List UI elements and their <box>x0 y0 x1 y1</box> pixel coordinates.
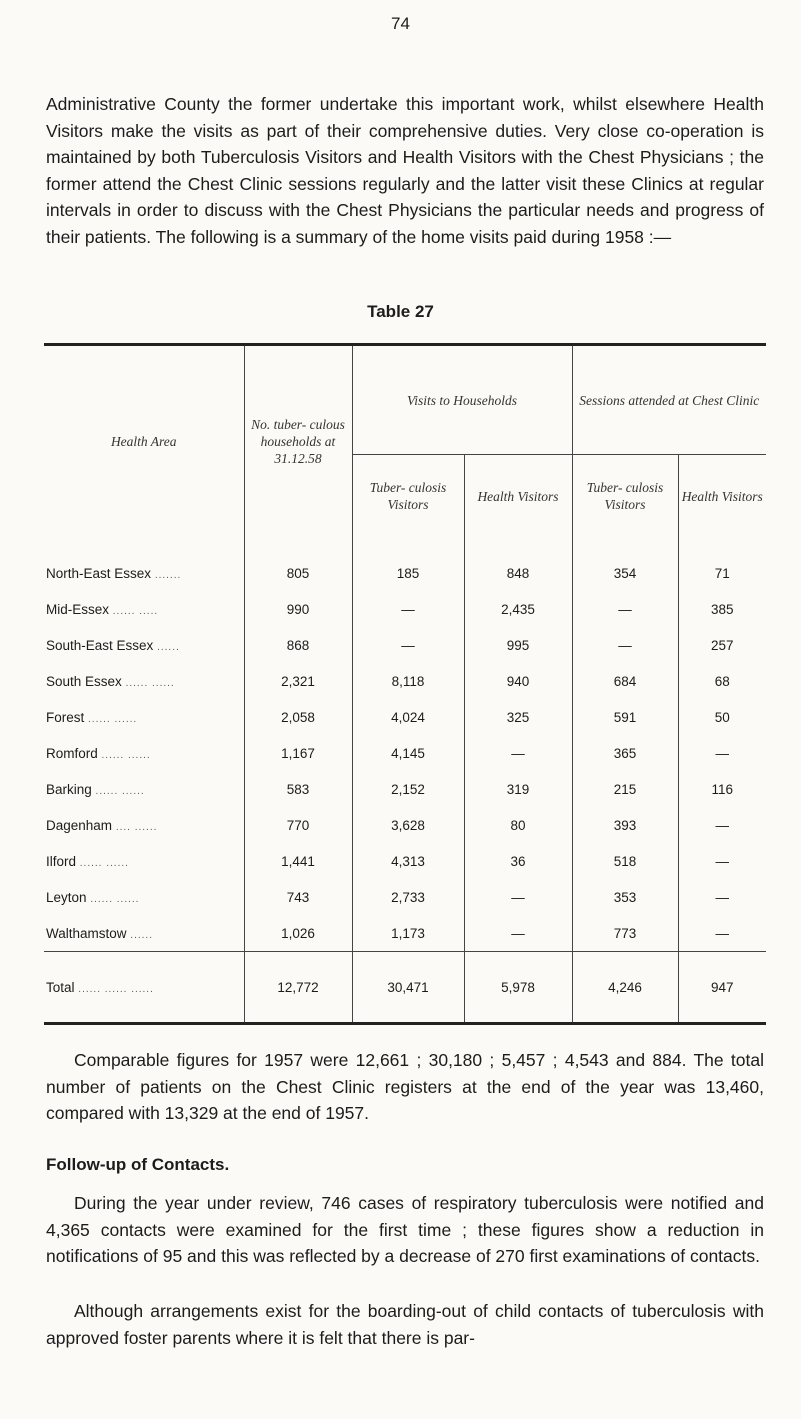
total-row: Total ...... ...... ...... 12,772 30,471 5,978 4,246 947 <box>44 952 766 1024</box>
row-households: 1,026 <box>244 915 352 952</box>
row-sessions-hv: — <box>678 843 766 879</box>
row-area: Walthamstow <box>46 925 127 941</box>
row-households: 990 <box>244 591 352 627</box>
row-sessions-hv: — <box>678 735 766 771</box>
header-sessions-tb: Tuber- culosis Visitors <box>572 455 678 538</box>
total-sessions-hv: 947 <box>678 952 766 1024</box>
row-area: Ilford <box>46 853 77 869</box>
row-households: 1,167 <box>244 735 352 771</box>
row-area: Forest <box>46 709 85 725</box>
row-area: South-East Essex <box>46 637 154 653</box>
header-visits-group: Visits to Households <box>352 345 572 455</box>
row-visits-hv: — <box>464 735 572 771</box>
comparison-paragraph: Comparable figures for 1957 were 12,661 ; 30,180 ; 5,457 ; 4,543 and 884. The total number of patients on the Chest Clinic registers at the end of the year was 13,460, compared with 13,329 at the end of 1957. <box>46 1050 764 1123</box>
row-sessions-tb: 215 <box>572 771 678 807</box>
row-area: South Essex <box>46 673 122 689</box>
table-row: South-East Essex ...... 868 — 995 — 257 <box>44 627 766 663</box>
section-heading: Follow-up of Contacts. <box>46 1155 230 1174</box>
row-sessions-tb: 773 <box>572 915 678 952</box>
table-row: Dagenham .... ...... 770 3,628 80 393 — <box>44 807 766 843</box>
row-visits-hv: 80 <box>464 807 572 843</box>
row-visits-tb: 2,733 <box>352 879 464 915</box>
row-sessions-hv: 257 <box>678 627 766 663</box>
row-visits-tb: — <box>352 591 464 627</box>
row-households: 805 <box>244 537 352 591</box>
followup-paragraph-1: During the year under review, 746 cases of respiratory tuberculosis were notified and 4,365 contacts were examined for the first time ; these figures show a reduction in notifications of 95 and this was reflected by a decrease of 270 first examinations of contacts. <box>46 1193 764 1266</box>
row-visits-hv: 319 <box>464 771 572 807</box>
row-sessions-tb: 518 <box>572 843 678 879</box>
table-container <box>44 343 766 1025</box>
row-area: Romford <box>46 745 98 761</box>
row-visits-hv: — <box>464 915 572 952</box>
header-visits-tb: Tuber- culosis Visitors <box>352 455 464 538</box>
row-visits-tb: 8,118 <box>352 663 464 699</box>
row-sessions-tb: 365 <box>572 735 678 771</box>
header-visits-hv: Health Visitors <box>464 455 572 538</box>
row-households: 2,058 <box>244 699 352 735</box>
row-visits-hv: 2,435 <box>464 591 572 627</box>
row-sessions-tb: 353 <box>572 879 678 915</box>
header-health-area: Health Area <box>110 434 177 449</box>
page-number: 74 <box>391 14 410 33</box>
row-visits-hv: 325 <box>464 699 572 735</box>
table-row: Ilford ...... ...... 1,441 4,313 36 518 — <box>44 843 766 879</box>
row-area: Dagenham <box>46 817 113 833</box>
row-visits-hv: 36 <box>464 843 572 879</box>
row-area: North-East Essex <box>46 565 152 581</box>
total-visits-tb: 30,471 <box>352 952 464 1024</box>
followup-paragraph-2: Although arrangements exist for the boarding-out of child contacts of tuberculosis with approved foster parents where it is felt that there is par- <box>46 1301 764 1348</box>
table-row: Walthamstow ...... 1,026 1,173 — 773 — <box>44 915 766 952</box>
header-sessions-hv: Health Visitors <box>678 455 766 538</box>
row-households: 583 <box>244 771 352 807</box>
header-households: No. tuber- culous households at 31.12.58 <box>244 345 352 538</box>
row-sessions-tb: — <box>572 591 678 627</box>
row-sessions-hv: — <box>678 807 766 843</box>
row-sessions-hv: — <box>678 915 766 952</box>
table-row: North-East Essex ....... 805 185 848 354 71 <box>44 537 766 591</box>
row-sessions-tb: — <box>572 627 678 663</box>
table-row: Romford ...... ...... 1,167 4,145 — 365 — <box>44 735 766 771</box>
row-sessions-hv: 385 <box>678 591 766 627</box>
row-households: 1,441 <box>244 843 352 879</box>
row-visits-tb: 4,145 <box>352 735 464 771</box>
row-visits-tb: 2,152 <box>352 771 464 807</box>
row-visits-hv: — <box>464 879 572 915</box>
row-households: 770 <box>244 807 352 843</box>
header-sessions-group: Sessions attended at Chest Clinic <box>572 345 766 455</box>
row-sessions-hv: 71 <box>678 537 766 591</box>
row-visits-hv: 940 <box>464 663 572 699</box>
row-visits-tb: 185 <box>352 537 464 591</box>
table-row: Leyton ...... ...... 743 2,733 — 353 — <box>44 879 766 915</box>
row-visits-hv: 995 <box>464 627 572 663</box>
row-sessions-hv: 116 <box>678 771 766 807</box>
table-row: Barking ...... ...... 583 2,152 319 215 116 <box>44 771 766 807</box>
row-visits-tb: 4,313 <box>352 843 464 879</box>
row-households: 868 <box>244 627 352 663</box>
row-visits-tb: — <box>352 627 464 663</box>
total-label: Total <box>46 979 75 995</box>
total-households: 12,772 <box>244 952 352 1024</box>
table-row: South Essex ...... ...... 2,321 8,118 940 684 68 <box>44 663 766 699</box>
row-area: Leyton <box>46 889 87 905</box>
row-sessions-hv: 50 <box>678 699 766 735</box>
row-visits-tb: 1,173 <box>352 915 464 952</box>
row-area: Mid-Essex <box>46 601 110 617</box>
home-visits-table <box>44 343 766 1025</box>
intro-paragraph: Administrative County the former undertake this important work, whilst elsewhere Health Visitors make the visits as part of their comprehensive duties. Very close co-operation is maintained by both Tuberculosis Visitors and Health Visitors with the Chest Physicians ; the former attend the Chest Clinic sessions regularly and the latter visit these Clinics at regular intervals in order to discuss with the Chest Physicians the particular needs and progress of their patients. The following is a summary of the home visits paid during 1958 :— <box>46 94 764 247</box>
row-sessions-hv: — <box>678 879 766 915</box>
row-visits-tb: 4,024 <box>352 699 464 735</box>
row-sessions-hv: 68 <box>678 663 766 699</box>
table-row: Forest ...... ...... 2,058 4,024 325 591 50 <box>44 699 766 735</box>
total-visits-hv: 5,978 <box>464 952 572 1024</box>
table-title: Table 27 <box>367 302 434 321</box>
row-households: 2,321 <box>244 663 352 699</box>
total-sessions-tb: 4,246 <box>572 952 678 1024</box>
table-row: Mid-Essex ...... ..... 990 — 2,435 — 385 <box>44 591 766 627</box>
row-sessions-tb: 354 <box>572 537 678 591</box>
row-households: 743 <box>244 879 352 915</box>
row-visits-tb: 3,628 <box>352 807 464 843</box>
row-sessions-tb: 393 <box>572 807 678 843</box>
row-area: Barking <box>46 781 92 797</box>
row-visits-hv: 848 <box>464 537 572 591</box>
row-sessions-tb: 591 <box>572 699 678 735</box>
row-sessions-tb: 684 <box>572 663 678 699</box>
